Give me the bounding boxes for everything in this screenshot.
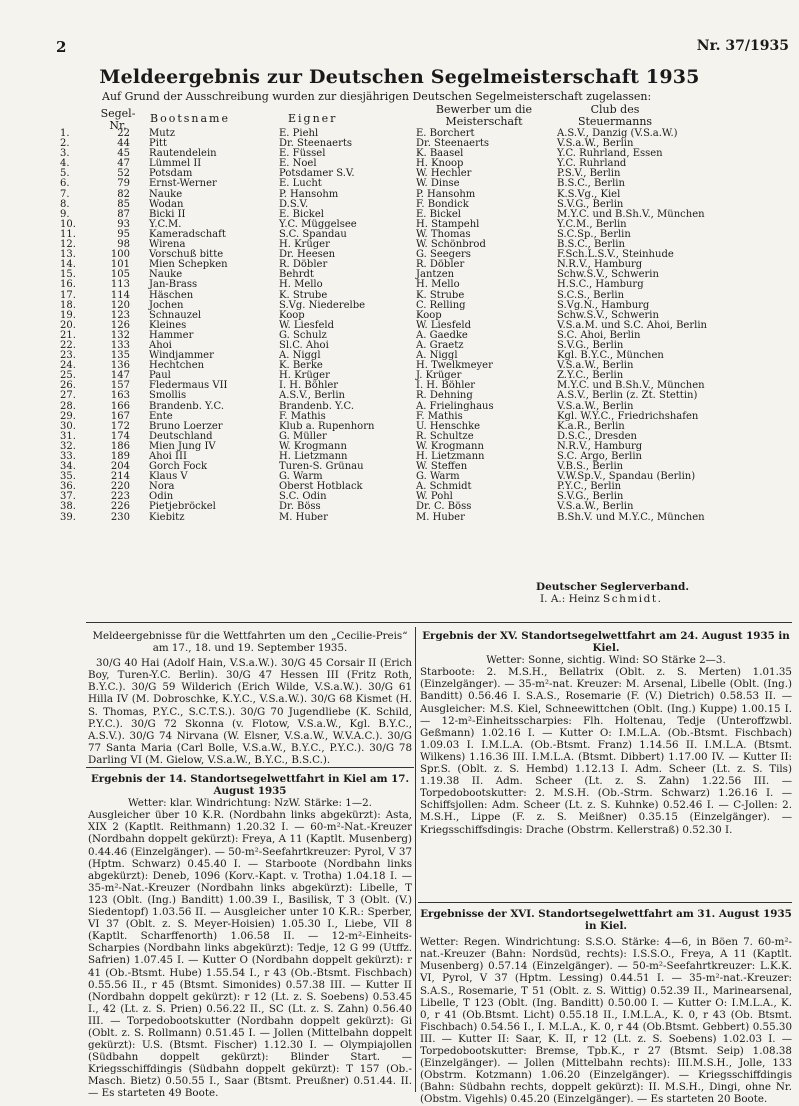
boat-name: Ente (149, 410, 173, 422)
sail-number: 120 (110, 299, 130, 311)
header-club: Club des Steuermanns (577, 103, 653, 128)
sail-number: 22 (117, 128, 130, 139)
competitor: H. Lietzmann (416, 451, 485, 462)
owner: D.S.V. (279, 198, 309, 210)
club: V.B.S., Berlin (557, 461, 624, 473)
boat-name: Nora (149, 481, 175, 493)
owner: Sl.C. Ahoi (279, 339, 329, 351)
owner: F. Mathis (279, 410, 326, 422)
boat-name: Ahoi (149, 339, 172, 351)
boat-name: Mien Schepken (149, 259, 228, 271)
competitor: Koop (416, 309, 442, 321)
entry-number: 34. (60, 461, 76, 473)
owner: K. Strube (279, 289, 328, 301)
boat-name: Odin (149, 491, 174, 503)
owner: M. Huber (279, 511, 328, 523)
competitor: W. Dinse (416, 178, 460, 190)
entry-number: 14. (60, 259, 76, 271)
club: Schw.S.V., Schwerin (557, 309, 659, 321)
owner: Koop (279, 309, 305, 321)
competitor: A. Niggl (416, 350, 458, 362)
club: Kgl. W.Y.C., Friedrichshafen (557, 410, 699, 422)
competitor: M. Huber (416, 511, 465, 523)
boat-name: Jan-Brass (149, 279, 198, 291)
race16-body: Wetter: Regen. Windrichtung: S.S.O. Stärke: 4—6, in Böen 7. 60-m²-nat.-Kreuzer (Bahn: Nordsüd, rechts): I.S.S.O., Freya, A 11 (Kaptlt. Musenberg) 0.57.14 (Einzelgänger). — 50-m²-Seefahrtkreuzer: L.K.K. VI, Pyrol, V 37 (Hptm. Lessing) 0.44.51 I. — 35-m²-nat.-Kreuzer: S.A.S., Rosemarie, T 51 (Oblt. z. S. Wittig) 0.52.39 II., Marinearsenal, Libelle, T 123 (Oblt. (Ing. Banditt) 0.50.00 I. — Kutter O: I.M.L.A., K. 0, r 41 (Ob.Btsmt. Licht) 0.55.18 II., I.M.L.A., K. 0, r 43 (Ob. Btsmt. Fischbach) 0.54.56 I., I. M.L.A., K. 0, r 44 (Ob.Btsmt. Gebbert) 0.55.30 III. — Kutter II: Saar, K. II, r 12 (Lt. z. S. Soebens) 1.02.03 I. — Torpedobootskutter: Bremse, Tpb.K., r 27 (Btsmt. Seip) 1.08.38 (Einzelgänger). — Jollen (Mittelbahn rechts): III.M.S.H., Jolle, 133 (Obstrm. Kotzmann) 1.06.20 (Einzelgänger). — Kriegsschiffdingis (Bahn: Südbahn rechts, doppelt gekürzt): II. M.S.H., Dingi, ohne Nr. (Obstm. Vigehls) 0.45.20 (Einzelgänger). — Es starteten 20 Boote. (420, 936, 792, 1106)
competitor: F. Bondick (416, 198, 469, 210)
club: Schw.S.V., Schwerin (557, 269, 659, 281)
entry-number: 11. (60, 228, 76, 240)
club: Y.C. Ruhrland, Essen (557, 148, 663, 160)
competitor: I. H. Böhler (416, 380, 476, 392)
entry-number: 28. (60, 400, 76, 412)
club: V.S.a.W., Berlin (557, 138, 634, 150)
owner: A. Niggl (279, 350, 321, 362)
competitor: R. Dehning (416, 390, 473, 402)
competitor: G. Warm (416, 471, 460, 483)
boat-name: Ernst-Werner (149, 178, 217, 190)
club: V.S.a.W., Berlin (557, 400, 634, 412)
competitor: F. Mathis (416, 410, 463, 422)
boat-name: Windjammer (149, 350, 214, 362)
race15-weather: Wetter: Sonne, sichtig. Wind: SO Stärke 2—3. (486, 654, 726, 667)
boat-name: Bruno Loerzer (149, 420, 223, 432)
entry-number: 39. (60, 511, 76, 523)
sail-number: 214 (110, 471, 130, 483)
club: S.Vg.N., Hamburg (557, 299, 650, 311)
entry-number: 2. (60, 138, 70, 150)
sail-number: 82 (117, 188, 130, 200)
owner: E. Lucht (279, 178, 322, 190)
signature-org: Deutscher Seglerverband. (536, 581, 689, 593)
cecilie-body: 30/G 40 Hai (Adolf Hain, V.S.a.W.). 30/G 45 Corsair II (Erich Boy, Turen-Y.C. Berlin). 30/G 47 Hessen III (Fritz Roth, B.Y.C.). 30/G 59 Wilderich (Erich Wilde, V.S.a.W.). 30/G 61 Hilla IV (M. Dobroschke, K.Y.C., V.S.a.W.). 30/G 68 Kismet (H. S. Thomas, P.Y.C., S.C.T.S.). 30/G 70 Jugendliebe (K. Schild, P.Y.C.). 30/G 72 Skonna (v. Flotow, V.S.a.W., Kgl. B.Y.C., A.S.V.). 30/G 74 Nirvana (W. Elsner, V.S.a.W., W.V.A.C.). 30/G 77 Santa Maria (Carl Bolle, V.S.a.W., B.Y.C., P.Y.C.). 30/G 78 Darling VI (M. Gielow, V.S.a.W., B.Y.C., B.S.C.). (88, 657, 412, 766)
sail-number: 123 (110, 309, 130, 321)
race15-section (420, 630, 792, 836)
club: Y.C. Ruhrland (557, 158, 627, 170)
owner: S.C. Odin (279, 491, 327, 503)
boat-name: Pietjebröckel (149, 501, 216, 513)
boat-name: Nauke (149, 188, 183, 200)
page-title: Meldeergebnis zur Deutschen Segelmeisterschaft 1935 (99, 66, 700, 88)
owner: I. H. Böhler (279, 380, 339, 392)
boat-name: Kameradschaft (149, 228, 226, 240)
table-row (60, 280, 760, 290)
club: M.Y.C. und B.Sh.V., München (557, 208, 705, 220)
cecilie-section (88, 630, 412, 766)
club: A.S.V., Danzig (V.S.a.W.) (557, 128, 678, 139)
owner: Dr. Böss (279, 501, 321, 513)
owner: G. Warm (279, 471, 323, 483)
sail-number: 52 (117, 168, 130, 180)
boat-name: Gorch Fock (149, 461, 208, 473)
boat-name: Paul (149, 370, 171, 382)
divider-vertical (415, 627, 416, 1092)
sail-number: 79 (117, 178, 130, 190)
sail-number: 132 (110, 329, 130, 341)
owner: A.S.V., Berlin (279, 390, 345, 402)
entry-number: 27. (60, 390, 76, 402)
owner: Brandenb. Y.C. (279, 400, 355, 412)
competitor: H. Knoop (416, 158, 464, 170)
boat-name: Wodan (149, 198, 184, 210)
race14-body: Ausgleicher über 10 K.R. (Nordbahn links abgekürzt): Asta, XIX 2 (Kaptlt. Reithmann) 1.20.32 I. — 60-m²-Nat.-Kreuzer (Nordbahn doppelt gekürzt): Freya, A 11 (Kaptlt. Musenberg) 0.44.46 (Einzelgänger). — 50-m²-Seefahrtkreuzer: Pyrol, V 37 (Hptm. Schwarz) 0.45.40 I. — Starboote (Nordbahn links abgekürzt): Deneb, 1096 (Korv.-Kapt. v. Trotha) 1.04.18 I. — 35-m²-Nat.-Kreuzer (Nordbahn links abgekürzt): Libelle, T 123 (Oblt. (Ing.) Banditt) 1.00.39 I., Basilisk, T 3 (Oblt. (V.) Siedentopf) 1.03.56 II. — Ausgleicher unter 10 K.R.: Sperber, VI 37 (Oblt. z. S. Meyer-Hoisien) 1.05.30 I., Liebe, VII 8 (Kaptlt. Scharffenorth) 1.06.58 II. — 12-m²-Einheits-Scharpies (Nordbahn links abgekürzt): Tedje, 12 G 99 (Utffz. Safrien) 1.07.45 I. — Kutter O (Nordbahn doppelt gekürzt): r 41 (Ob.-Btsmt. Hube) 1.55.54 I., r 43 (Ob.-Btsmt. Fischbach) 0.55.56 II., r 45 (Btsmt. Simonides) 0.57.38 III. — Kutter II (Nordbahn doppelt gekürzt): r 12 (Lt. z. S. Soebens) 0.53.45 I., 42 (Lt. z. S. Prien) 0.56.22 II., SC (Lt. z. S. Zahn) 0.56.40 III. — Torpedobootskutter (Nordbahn doppelt gekürzt): Gi (Oblt. z. S. Rollmann) 0.51.45 I. — Jollen (Mittelbahn doppelt gekürzt): U.S. (Btsmt. Fischer) 1.12.30 I. — Olympiajollen (Südbahn doppelt gekürzt): Blinder Start. — Kriegsschiffdingis (Südbahn doppelt gekürzt): T 157 (Ob.-Masch. Bietz) 0.50.55 I., Saar (Btsmt. Preußner) 0.51.44. II. — Es starteten 49 Boote. (88, 809, 412, 1100)
entry-number: 1. (60, 128, 70, 139)
owner: R. Döbler (279, 259, 328, 271)
owner: Oberst Hotblack (279, 481, 363, 493)
sail-number: 163 (110, 390, 130, 402)
club: P.Y.C., Berlin (557, 481, 622, 493)
competitor: Dr. C. Böss (416, 501, 472, 513)
sail-number: 230 (110, 511, 130, 523)
issue-number: Nr. 37/1935 (696, 38, 789, 54)
entries-table (60, 129, 760, 523)
entry-number: 37. (60, 491, 76, 503)
competitor: Dr. Steenaerts (416, 138, 490, 150)
entry-number: 10. (60, 218, 76, 230)
club: D.S.C., Dresden (557, 430, 637, 442)
boat-name: Brandenb. Y.C. (149, 400, 225, 412)
boat-name: Hammer (149, 329, 194, 341)
owner: H. Krüger (279, 239, 330, 251)
owner: Dr. Heesen (279, 249, 336, 261)
entry-number: 13. (60, 249, 76, 261)
entry-number: 35. (60, 471, 76, 483)
sail-number: 101 (110, 259, 130, 271)
owner: S.C. Spandau (279, 228, 347, 240)
owner: Behrdt (279, 269, 314, 281)
race14-weather: Wetter: klar. Windrichtung: NzW. Stärke: 1—2. (128, 797, 372, 810)
boat-name: Bicki II (149, 208, 186, 220)
sail-number: 223 (110, 491, 130, 503)
owner: E. Noel (279, 158, 317, 170)
entry-number: 3. (60, 148, 70, 160)
boat-name: Jochen (149, 299, 184, 311)
competitor: R. Döbler (416, 259, 465, 271)
header-segel: Segel- Nr. (100, 107, 136, 132)
boat-name: Mien Jung IV (149, 440, 216, 452)
sail-number: 172 (110, 420, 130, 432)
boat-name: Rautendelein (149, 148, 217, 160)
sail-number: 98 (117, 239, 130, 251)
club: K.a.R., Berlin (557, 420, 625, 432)
owner: Klub a. Rupenhorn (279, 420, 375, 432)
boat-name: Ahoi III (149, 451, 187, 462)
club: Kgl. B.Y.C., München (557, 350, 664, 362)
competitor: A. Graetz (416, 339, 464, 351)
entry-number: 26. (60, 380, 76, 392)
entry-number: 25. (60, 370, 76, 382)
entry-number: 16. (60, 279, 76, 291)
sail-number: 47 (117, 158, 130, 170)
boat-name: Schnauzel (149, 309, 202, 321)
sail-number: 100 (110, 249, 130, 261)
owner: W. Krogmann (279, 440, 347, 452)
sail-number: 166 (110, 400, 130, 412)
boat-name: Nauke (149, 269, 183, 281)
sail-number: 186 (110, 440, 130, 452)
competitor: E. Bickel (416, 208, 461, 220)
boat-name: Y.C.M. (149, 218, 182, 230)
table-row (60, 513, 760, 523)
competitor: J. Krüger (416, 370, 462, 382)
race15-body: Starboote: 2. M.S.H., Bellatrix (Oblt. z. S. Merten) 1.01.35 (Einzelgänger). — 35-m²-nat. Kreuzer: M. Arsenal, Libelle (Oblt. (Ing.) Banditt) 0.56.46 I. S.A.S., Rosemarie (F. (V.) Dietrich) 0.58.53 II. — Ausgleicher: M.S. Kiel, Schneewittchen (Oblt. (Ing.) Kuppe) 1.00.15 I. — 12-m²-Einheitsscharpies: Flh. Holtenau, Tedje (Unteroffzwbl. Geßmann) 1.02.16 I. — Kutter O: I.M.L.A. (Ob.-Btsmt. Fischbach) 1.09.03 I. I.M.L.A. (Ob.-Btsmt. Franz) 1.14.56 II. I.M.L.A. (Btsmt. Wilkens) 1.16.36 III. I.M.L.A. (Btsmt. Dibbert) 1.17.00 IV. — Kutter II: Spr.S. (Oblt. z. S. Hembd) 1.12.13 I. Adm. Scheer (Lt. z. S. Tils) 1.19.38 II. Adm. Scheer (Lt. z. S. Zahn) 1.22.56 III. — Torpedobootskutter: 2. M.S.H. (Ob.-Strm. Schwarz) 1.26.16 I. — Schiffsjollen: Adm. Scheer (Lt. z. S. Kuhnke) 0.52.46 I. — C-Jollen: 2. M.S.H., Lippe (F. z. S. Meißner) 0.35.15 (Einzelgänger). — Kriegsschiffsdingis: Drache (Obstrm. Kellerstraß) 0.52.30 I. (420, 666, 792, 836)
signature-line: I. A.: Heinz Schmidt. (540, 593, 663, 605)
sail-number: 157 (110, 380, 130, 392)
competitor: K. Strube (416, 289, 465, 301)
boat-name: Klaus V (149, 471, 188, 483)
club: V.S.a.W., Berlin (557, 360, 634, 372)
entry-number: 18. (60, 299, 76, 311)
owner: E. Bickel (279, 208, 324, 220)
owner: K. Berke (279, 360, 323, 372)
boat-name: Häschen (149, 289, 194, 301)
club: F.Sch.L.S.V., Steinhude (557, 249, 674, 261)
sail-number: 136 (110, 360, 130, 372)
sail-number: 133 (110, 339, 130, 351)
sail-number: 95 (117, 228, 130, 240)
club: V.S.a.M. und S.C. Ahoi, Berlin (557, 319, 707, 331)
club: K.S.Vg., Kiel (557, 188, 621, 200)
club: V.W.Sp.V., Spandau (Berlin) (557, 471, 696, 483)
boat-name: Hechtchen (149, 360, 205, 372)
owner: Dr. Steenaerts (279, 138, 353, 150)
competitor: A. Frielinghaus (416, 400, 494, 412)
entry-number: 30. (60, 420, 76, 432)
race16-title: Ergebnisse der XVI. Standortsegelwettfahrt am 31. August 1935 in Kiel. (420, 908, 792, 933)
owner: G. Müller (279, 430, 327, 442)
entry-number: 36. (60, 481, 76, 493)
entry-number: 29. (60, 410, 76, 422)
intro-text: Auf Grund der Ausschreibung wurden zur diesjährigen Deutschen Segelmeisterschaft zugelassen: (102, 90, 652, 103)
owner: S.Vg. Niederelbe (279, 299, 366, 311)
competitor: P. Hansohm (416, 188, 476, 200)
boat-name: Smollis (149, 390, 187, 402)
sail-number: 226 (110, 501, 130, 513)
race15-title: Ergebnis der XV. Standortsegelwettfahrt am 24. August 1935 in Kiel. (422, 630, 790, 655)
owner: H. Krüger (279, 370, 330, 382)
club: S.V.G., Berlin (557, 491, 624, 503)
page-number: 2 (56, 38, 67, 56)
sail-number: 204 (110, 461, 130, 473)
boat-name: Deutschland (149, 430, 213, 442)
competitor: C. Relling (416, 299, 466, 311)
sail-number: 135 (110, 350, 130, 362)
club: S.C.Sp., Berlin (557, 228, 631, 240)
competitor: K. Baasel (416, 148, 464, 160)
competitor: G. Seegers (416, 249, 471, 261)
sail-number: 174 (110, 430, 130, 442)
boat-name: Kiebitz (149, 511, 185, 523)
club: N.R.V., Hamburg (557, 259, 643, 271)
club: B.S.C., Berlin (557, 178, 625, 190)
competitor: Jantzen (416, 269, 455, 281)
club: N.R.V., Hamburg (557, 440, 643, 452)
entry-number: 20. (60, 319, 76, 331)
entry-number: 5. (60, 168, 70, 180)
club: H.S.C., Hamburg (557, 279, 644, 291)
sail-number: 87 (117, 208, 130, 220)
competitor: E. Borchert (416, 128, 475, 139)
entry-number: 21. (60, 329, 76, 341)
club: S.V.G., Berlin (557, 198, 624, 210)
owner: W. Liesfeld (279, 319, 334, 331)
sail-number: 44 (117, 138, 130, 150)
club: B.S.C., Berlin (557, 239, 625, 251)
entry-number: 23. (60, 350, 76, 362)
sail-number: 114 (110, 289, 130, 301)
club: S.V.G., Berlin (557, 339, 624, 351)
entry-number: 4. (60, 158, 70, 170)
competitor: W. Hechler (416, 168, 472, 180)
sail-number: 93 (117, 218, 130, 230)
sail-number: 85 (117, 198, 130, 210)
divider-right-mid (418, 902, 792, 903)
entry-number: 9. (60, 208, 70, 220)
competitor: W. Krogmann (416, 440, 484, 452)
header-bewerber: Bewerber um die Meisterschaft (435, 103, 533, 128)
competitor: W. Pohl (416, 491, 453, 503)
club: B.Sh.V. und M.Y.C., München (557, 511, 705, 523)
entry-number: 32. (60, 440, 76, 452)
sail-number: 105 (110, 269, 130, 281)
entry-number: 38. (60, 501, 76, 513)
header-bootsname: Bootsname (150, 112, 230, 125)
competitor: W. Liesfeld (416, 319, 471, 331)
entry-number: 15. (60, 269, 76, 281)
sail-number: 220 (110, 481, 130, 493)
club: P.S.V., Berlin (557, 168, 621, 180)
header-eigner: Eigner (288, 112, 338, 125)
owner: P. Hansohm (279, 188, 339, 200)
sail-number: 167 (110, 410, 130, 422)
competitor: H. Mello (416, 279, 460, 291)
competitor: A. Gaedke (416, 329, 468, 341)
boat-name: Vorschuß bitte (149, 249, 224, 261)
boat-name: Kleines (149, 319, 187, 331)
entry-number: 31. (60, 430, 76, 442)
competitor: A. Schmidt (416, 481, 472, 493)
boat-name: Lümmel II (149, 158, 202, 170)
entry-number: 6. (60, 178, 70, 190)
divider-left-mid (86, 767, 414, 768)
competitor: H. Stampehl (416, 218, 480, 230)
entry-number: 19. (60, 309, 76, 321)
entry-number: 22. (60, 339, 76, 351)
competitor: W. Steffen (416, 461, 468, 473)
owner: E. Piehl (279, 128, 319, 139)
club: Y.C.M., Berlin (557, 218, 627, 230)
club: Z.Y.C., Berlin (557, 370, 624, 382)
boat-name: Potsdam (149, 168, 193, 180)
sail-number: 147 (110, 370, 130, 382)
entry-number: 33. (60, 451, 76, 462)
competitor: U. Henschke (416, 420, 481, 432)
competitor: H. Twelkmeyer (416, 360, 493, 372)
sail-number: 45 (117, 148, 130, 160)
divider-horizontal (86, 622, 792, 623)
competitor: W. Schönbrod (416, 239, 486, 251)
race14-title: Ergebnis der 14. Standortsegelwettfahrt in Kiel am 17. August 1935 (90, 773, 410, 798)
boat-name: Fledermaus VII (149, 380, 228, 392)
race16-section (420, 908, 792, 1106)
owner: G. Schulz (279, 329, 327, 341)
boat-name: Mutz (149, 128, 175, 139)
owner: Turen-S. Grünau (279, 461, 364, 473)
boat-name: Wirena (149, 239, 186, 251)
club: V.S.a.W., Berlin (557, 501, 634, 513)
club: S.C. Argo, Berlin (557, 451, 642, 462)
entry-number: 24. (60, 360, 76, 372)
sail-number: 113 (110, 279, 130, 291)
sail-number: 189 (110, 451, 130, 462)
entry-number: 17. (60, 289, 76, 301)
competitor: W. Thomas (416, 228, 471, 240)
boat-name: Pitt (149, 138, 167, 150)
entry-number: 7. (60, 188, 70, 200)
owner: Y.C. Müggelsee (279, 218, 357, 230)
signature-block (536, 581, 689, 605)
sail-number: 126 (110, 319, 130, 331)
entry-number: 8. (60, 198, 70, 210)
owner: E. Füssel (279, 148, 326, 160)
club: S.C.S., Berlin (557, 289, 625, 301)
club: A.S.V., Berlin (z. Zt. Stettin) (557, 390, 698, 402)
competitor: R. Schultze (416, 430, 474, 442)
entry-number: 12. (60, 239, 76, 251)
owner: H. Mello (279, 279, 323, 291)
club: M.Y.C. und B.Sh.V., München (557, 380, 705, 392)
cecilie-title: Meldeergebnisse für die Wettfahrten um den „Cecilie-Preis“ am 17., 18. und 19. September 1935. (92, 630, 408, 655)
owner: Potsdamer S.V. (279, 168, 355, 180)
race14-section (88, 773, 412, 1100)
club: S.C. Ahoi, Berlin (557, 329, 641, 341)
owner: H. Lietzmann (279, 451, 348, 462)
